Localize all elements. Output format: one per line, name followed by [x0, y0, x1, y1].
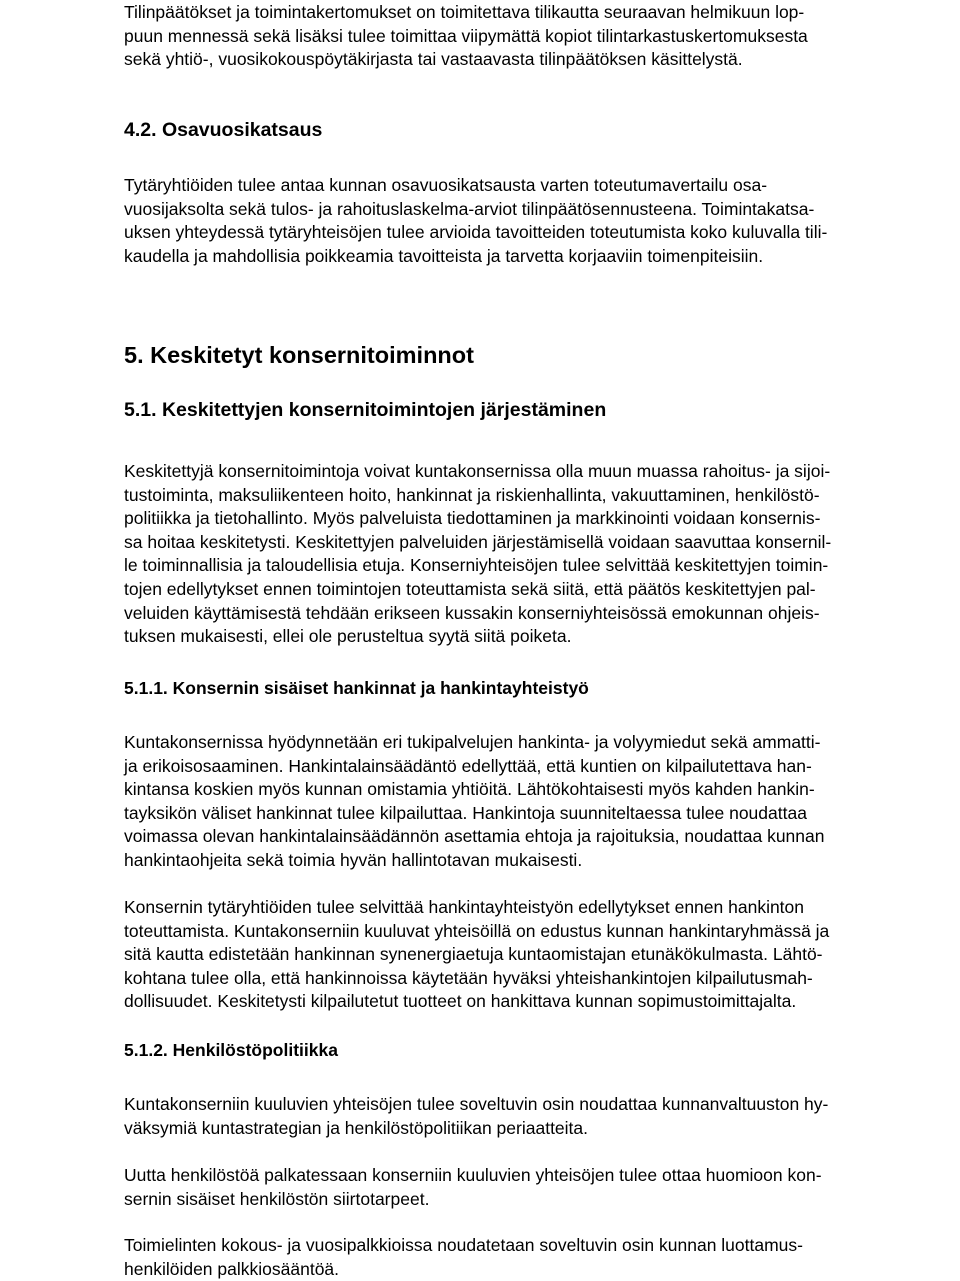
paragraph-5-1-2-b [124, 1164, 822, 1211]
text-line: tustoiminta, maksuliikenteen hoito, hankinnat ja riskienhallinta, vakuuttaminen, henkilöstö- [124, 484, 820, 505]
heading-5-1: 5.1. Keskitettyjen konsernitoimintojen järjestäminen [124, 399, 607, 421]
text-line: dollisuudet. Keskitetysti kilpailutetut tuotteet on hankittava kunnan sopimustoimittajalta. [124, 991, 797, 1012]
text-line: tojen edellytykset ennen toimintojen toteuttamista sekä siitä, että päätös keskitettyjen pal- [124, 578, 816, 599]
text-line: ja erikoisosaaminen. Hankintalainsäädäntö edellyttää, että kuntien on kilpailutettava han- [124, 755, 812, 776]
text-line: veluiden käyttämisestä tehdään erikseen kussakin konserniyhteisössä emokunnan ohjeis- [124, 602, 820, 623]
text-line: sekä yhtiö-, vuosikokouspöytäkirjasta tai vastaavasta tilinpäätöksen käsittelystä. [124, 49, 743, 70]
text-line: toteuttamista. Kuntakonserniin kuuluvat yhteisöillä on edustus kunnan hankintaryhmässä ja [124, 920, 830, 941]
text-line: tayksikön väliset hankinnat tulee kilpailuttaa. Hankintoja suunniteltaessa tulee noudattaa [124, 802, 807, 823]
text-line: Konsernin tytäryhtiöiden tulee selvittää hankintayhteistyön edellytykset ennen hankinton [124, 897, 805, 917]
text-line: politiikka ja tietohallinto. Myös palveluista tiedottaminen ja markkinointi voidaan konsernis- [124, 508, 821, 529]
text-line: sitä kautta edistetään hankinnan synenergiaetuja kuntaomistajan etunäkökulmasta. Lähtö- [124, 944, 823, 965]
text-line: kintansa koskien myös kunnan omistamia yhtiöitä. Lähtökohtaisesti myös kahden hankin- [124, 779, 815, 800]
text-line: Tytäryhtiöiden tulee antaa kunnan osavuosikatsausta varten toteutumavertailu osa- [124, 175, 768, 195]
text-line: Kuntakonsernissa hyödynnetään eri tukipalvelujen hankinta- ja volyymiedut sekä ammatti- [124, 732, 821, 752]
paragraph-5-1-2-a [124, 1093, 828, 1140]
text-line: puun mennessä sekä lisäksi tulee toimittaa viipymättä kopiot tilintarkastuskertomuksesta [124, 25, 808, 46]
text-line: voimassa olevan hankintalainsäädännön asettamia ehtoja ja rajoituksia, noudattaa kunnan [124, 826, 825, 847]
intro-paragraph [124, 1, 808, 72]
text-line: vuosijaksolta sekä tulos- ja rahoituslaskelma-arviot tilinpäätösennusteena. Toimintakatsa- [124, 198, 815, 219]
text-line: Tilinpäätökset ja toimintakertomukset on toimitettava tilikautta seuraavan helmikuun lop- [124, 2, 805, 22]
text-line: kohtana tulee olla, että hankinnoissa käytetään hyväksi yhteishankintojen kilpailutusmah- [124, 967, 813, 988]
text-line: henkilöiden palkkiosääntöä. [124, 1258, 340, 1279]
heading-5-1-1: 5.1.1. Konsernin sisäiset hankinnat ja hankintayhteistyö [124, 678, 589, 698]
text-line: sa hoitaa keskitetysti. Keskitettyjen palveluiden järjestämisellä voidaan saavuttaa konsernil- [124, 531, 832, 552]
text-line: Keskitettyjä konsernitoimintoja voivat kuntakonsernissa olla muun muassa rahoitus- ja sijoi- [124, 461, 831, 481]
text-line: väksymiä kuntastrategian ja henkilöstöpolitiikan periaatteita. [124, 1117, 589, 1138]
heading-5-1-2: 5.1.2. Henkilöstöpolitiikka [124, 1040, 338, 1060]
paragraph-5-1 [124, 460, 831, 649]
text-line: Kuntakonserniin kuuluvien yhteisöjen tulee soveltuvin osin noudattaa kunnanvaltuuston hy- [124, 1094, 829, 1114]
text-line: hankintaohjeita sekä toimia hyvän hallintotavan mukaisesti. [124, 849, 583, 870]
text-line: kaudella ja mahdollisia poikkeamia tavoitteista ja tarvetta korjaaviin toimenpiteisiin. [124, 245, 764, 266]
paragraph-5-1-1-a [124, 731, 824, 873]
text-line: sernin sisäiset henkilöstön siirtotarpeet. [124, 1188, 430, 1209]
text-line: Toimielinten kokous- ja vuosipalkkioissa noudatetaan soveltuvin osin kunnan luottamus- [124, 1235, 803, 1255]
paragraph-4-2 [124, 174, 827, 268]
text-line: tuksen mukaisesti, ellei ole perusteltua syytä siitä poiketa. [124, 626, 572, 647]
paragraph-5-1-1-b [124, 896, 829, 1014]
text-line: uksen yhteydessä tytäryhteisöjen tulee arvioida tavoitteiden toteutumista koko kuluvalla tili- [124, 222, 828, 243]
heading-5: 5. Keskitetyt konsernitoiminnot [124, 342, 474, 368]
paragraph-5-1-2-c [124, 1234, 803, 1281]
text-line: Uutta henkilöstöä palkatessaan konserniin kuuluvien yhteisöjen tulee ottaa huomioon kon- [124, 1165, 822, 1185]
heading-4-2: 4.2. Osavuosikatsaus [124, 119, 323, 141]
text-line: le toiminnallisia ja taloudellisia etuja. Konserniyhteisöjen tulee selvittää keskitettyjen toimin- [124, 555, 829, 576]
